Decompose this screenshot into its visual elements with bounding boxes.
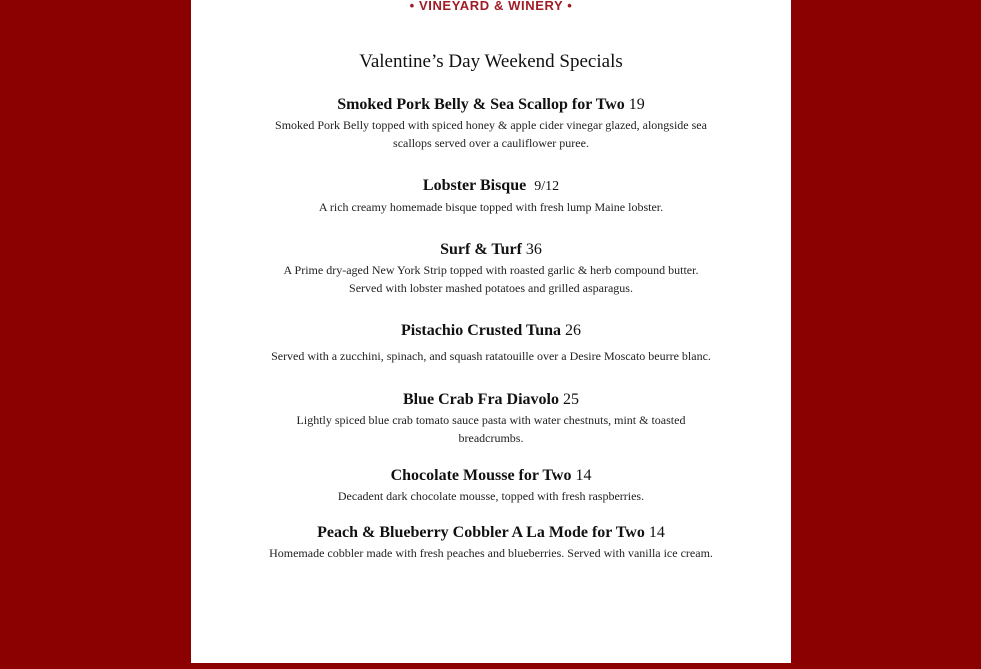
item-description: Decadent dark chocolate mousse, topped with fresh raspberries. xyxy=(337,489,645,503)
item-name: Chocolate Mousse for Two xyxy=(390,467,572,484)
item-description: Smoked Pork Belly topped with spiced honey & apple cider vinegar glazed, alongside sea scallops served over a cauliflower puree. xyxy=(275,118,707,150)
item-price: 19 xyxy=(628,96,645,113)
menu-item xyxy=(191,523,791,563)
item-price: 9/12 xyxy=(534,179,560,194)
item-description: Homemade cobbler made with fresh peaches and blueberries. Served with vanilla ice cream. xyxy=(269,546,713,560)
item-description: Lightly spiced blue crab tomato sauce pasta with water chestnuts, mint & toasted breadcrumbs. xyxy=(296,413,686,445)
item-price: 36 xyxy=(525,241,542,258)
menu-item xyxy=(191,466,791,506)
item-name: Smoked Pork Belly & Sea Scallop for Two xyxy=(337,96,625,113)
menu-item xyxy=(191,390,791,447)
menu-item xyxy=(191,240,791,297)
item-name: Pistachio Crusted Tuna xyxy=(400,322,562,339)
item-price: 25 xyxy=(563,391,579,408)
menu-item xyxy=(191,176,791,217)
item-description: A Prime dry-aged New York Strip topped with roasted garlic & herb compound butter. Served with lobster mashed potatoes and grilled asparagus. xyxy=(283,263,699,295)
item-name: Blue Crab Fra Diavolo xyxy=(403,391,559,408)
menu-sheet xyxy=(191,0,791,663)
item-description: Served with a zucchini, spinach, and squash ratatouille over a Desire Moscato beurre blanc. xyxy=(271,349,711,363)
item-description: A rich creamy homemade bisque topped with fresh lump Maine lobster. xyxy=(318,200,664,214)
menu-title: Valentine’s Day Weekend Specials xyxy=(359,51,623,72)
item-name: Surf & Turf xyxy=(440,241,522,258)
menu-item xyxy=(191,321,791,366)
item-name: Peach & Blueberry Cobbler A La Mode for Two xyxy=(317,524,645,541)
item-price: 14 xyxy=(648,524,665,541)
menu-item xyxy=(191,95,791,152)
item-price: 26 xyxy=(565,322,582,339)
item-name: Lobster Bisque xyxy=(422,177,527,194)
item-price: 14 xyxy=(575,467,592,484)
brand-header: • VINEYARD & WINERY • xyxy=(409,0,573,13)
